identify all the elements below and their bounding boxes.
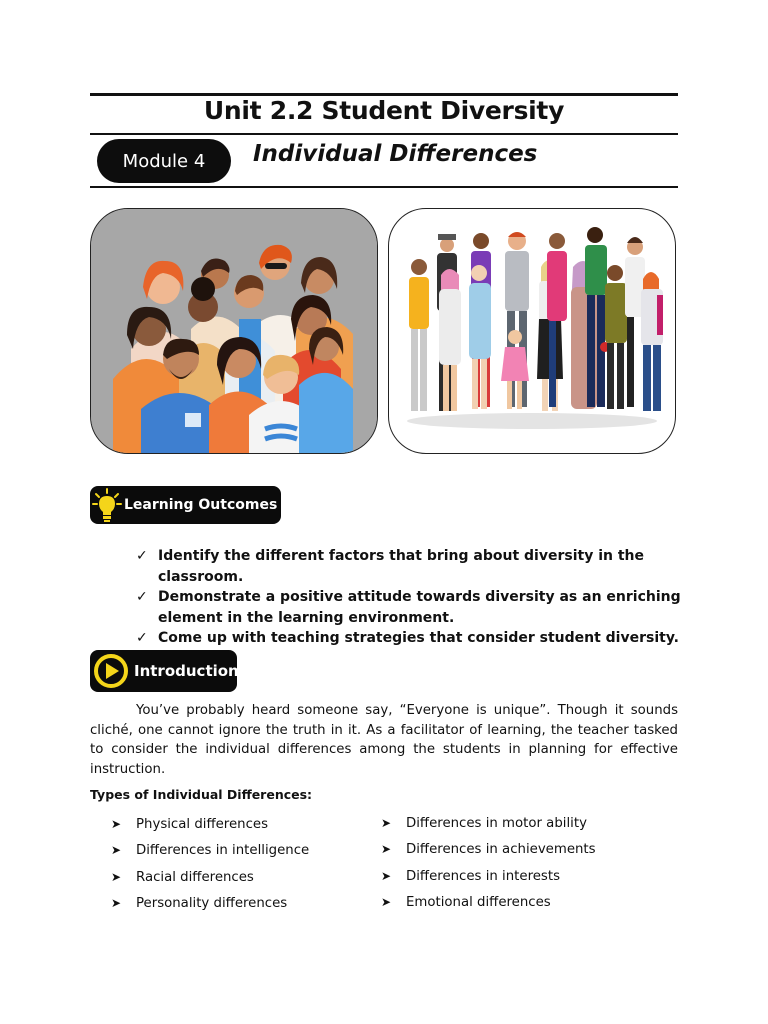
students-illustration — [90, 208, 378, 454]
learning-outcomes-label: Learning Outcomes — [124, 497, 278, 513]
types-heading: Types of Individual Differences: — [90, 787, 313, 802]
lightbulb-icon — [90, 486, 124, 524]
crowd-illustration-svg — [389, 209, 675, 453]
outcome-text: Come up with teaching strategies that consider student diversity. — [158, 630, 679, 646]
checkmark-icon: ✓ — [136, 589, 148, 605]
types-list-left — [111, 817, 309, 922]
middle-rule — [90, 133, 678, 135]
standing-person — [409, 259, 429, 411]
type-label: Personality differences — [136, 895, 288, 911]
list-item — [381, 895, 596, 921]
type-label: Differences in achievements — [406, 842, 596, 858]
list-item — [111, 843, 309, 869]
list-item — [111, 870, 309, 896]
type-label: Emotional differences — [406, 894, 551, 910]
arrow-bullet-icon: ➤ — [381, 816, 392, 830]
checkmark-icon: ✓ — [136, 548, 148, 564]
bottom-rule — [90, 186, 678, 188]
arrow-bullet-icon: ➤ — [111, 869, 122, 884]
unit-title: Unit 2.2 Student Diversity — [203, 96, 565, 125]
crowd-illustration — [388, 208, 676, 454]
introduction-tag — [90, 650, 237, 692]
list-item — [381, 842, 596, 868]
students-illustration-svg — [91, 209, 377, 453]
list-item — [381, 816, 596, 842]
arrow-bullet-icon: ➤ — [111, 843, 122, 858]
checkmark-icon: ✓ — [136, 630, 148, 646]
introduction-label: Introduction — [134, 662, 239, 680]
arrow-bullet-icon: ➤ — [381, 868, 392, 883]
arrow-bullet-icon: ➤ — [111, 817, 122, 831]
type-label: Differences in intelligence — [136, 843, 310, 859]
outcome-text: Identify the different factors that bring about diversity in the classroom. — [158, 548, 644, 585]
arrow-bullet-icon: ➤ — [111, 895, 122, 910]
type-label: Physical differences — [136, 817, 268, 832]
types-list-right — [381, 816, 596, 921]
list-item — [381, 869, 596, 895]
list-item — [111, 817, 309, 843]
type-label: Differences in motor ability — [406, 816, 587, 831]
introduction-paragraph: You’ve probably heard someone say, “Everyone is unique”. Though it sounds cliché, one cannot ignore the truth in it. As a facilitator of learning, the teacher tasked to consider the individual differences among the students in planning for effective instruction. — [90, 703, 678, 777]
type-label: Racial differences — [136, 869, 254, 885]
standing-person — [641, 272, 663, 411]
list-item — [136, 587, 696, 628]
module-label: Module 4 — [122, 150, 206, 172]
type-label: Differences in interests — [406, 868, 560, 884]
list-item — [136, 546, 696, 587]
list-item — [111, 896, 309, 922]
list-item — [136, 628, 696, 649]
module-title: Individual Differences — [253, 141, 538, 167]
arrow-bullet-icon: ➤ — [381, 842, 392, 857]
learning-outcomes-list — [136, 546, 696, 649]
outcome-text: Demonstrate a positive attitude towards diversity as an enriching element in the learning environment. — [158, 589, 681, 626]
arrow-bullet-icon: ➤ — [381, 894, 392, 909]
learning-outcomes-tag — [90, 486, 281, 524]
module-badge — [97, 139, 231, 183]
play-icon — [90, 650, 130, 692]
